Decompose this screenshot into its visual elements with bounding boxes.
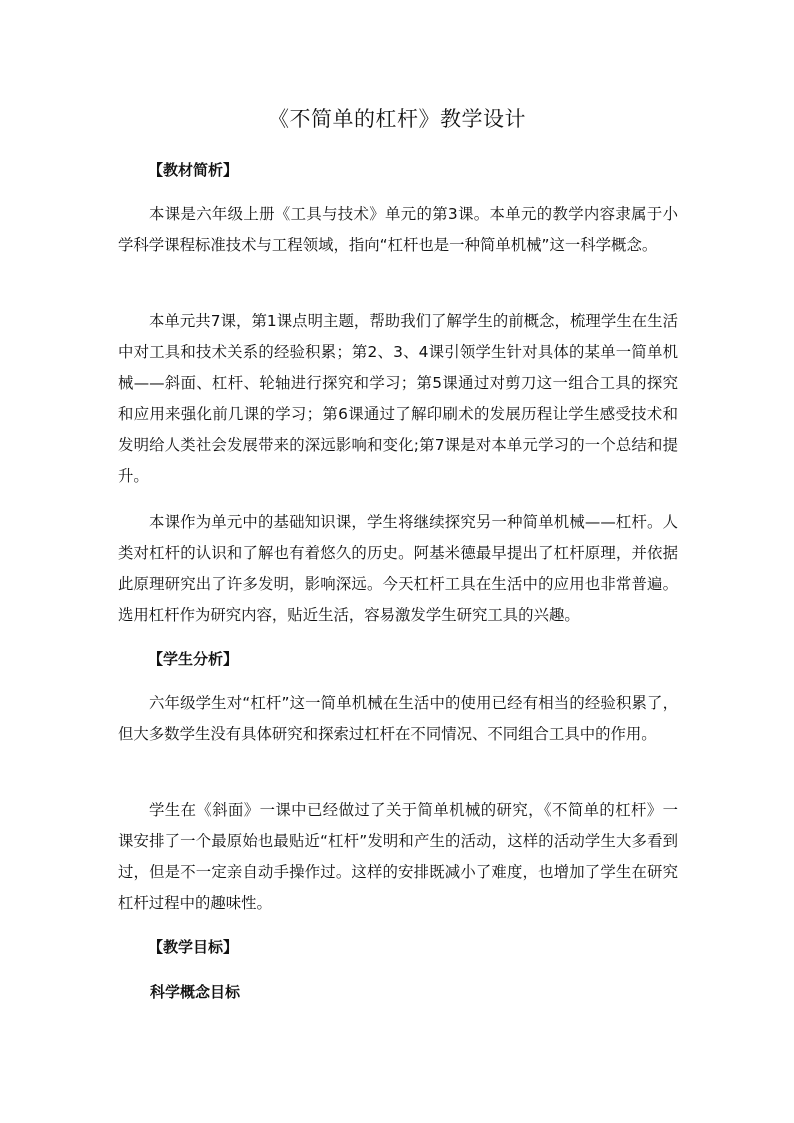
- page-title: 《不简单的杠杆》教学设计: [268, 107, 526, 131]
- paragraph-materials-3: 本课作为单元中的基础知识课，学生将继续探究另一种简单机械——杠杆。人类对杠杆的认识和了解也有着悠久的历史。阿基米德最早提出了杠杆原理，并依据此原理研究出了许多发明，影响深远。今天杠杆工具在生活中的应用也非常普遍。选用杠杆作为研究内容，贴近生活，容易激发学生研究工具的兴趣。: [118, 513, 678, 624]
- section-heading-objectives: 【教学目标】: [148, 938, 239, 956]
- section-heading-students: 【学生分析】: [148, 650, 239, 668]
- paragraph-materials-2: 本单元共7课，第1课点明主题，帮助我们了解学生的前概念，梳理学生在生活中对工具和技术关系的经验积累；第2、3、4课引领学生针对具体的某单一简单机械——斜面、杠杆、轮轴进行探究和学习；第5课通过对剪刀这一组合工具的探究和应用来强化前几课的学习；第6课通过了解印刷术的发展历程让学生感受技术和发明给人类社会发展带来的深远影响和变化;第7课是对本单元学习的一个总结和提升。: [118, 312, 678, 485]
- paragraph-students-2: 学生在《斜面》一课中已经做过了关于简单机械的研究，《不简单的杠杆》一课安排了一个最原始也最贴近“杠杆”发明和产生的活动，这样的活动学生大多看到过，但是不一定亲自动手操作过。这样的安排既减小了难度，也增加了学生在研究杠杆过程中的趣味性。: [118, 801, 678, 912]
- paragraph-materials-1: 本课是六年级上册《工具与技术》单元的第3课。本单元的教学内容隶属于小学科学课程标准技术与工程领域，指向“杠杆也是一种简单机械”这一科学概念。: [118, 205, 678, 254]
- paragraph-students-1: 六年级学生对“杠杆”这一简单机械在生活中的使用已经有相当的经验积累了，但大多数学生没有具体研究和探索过杠杆在不同情况、不同组合工具中的作用。: [118, 694, 678, 743]
- subheading-concept-objectives: 科学概念目标: [150, 983, 241, 1001]
- section-heading-materials: 【教材简析】: [148, 161, 239, 179]
